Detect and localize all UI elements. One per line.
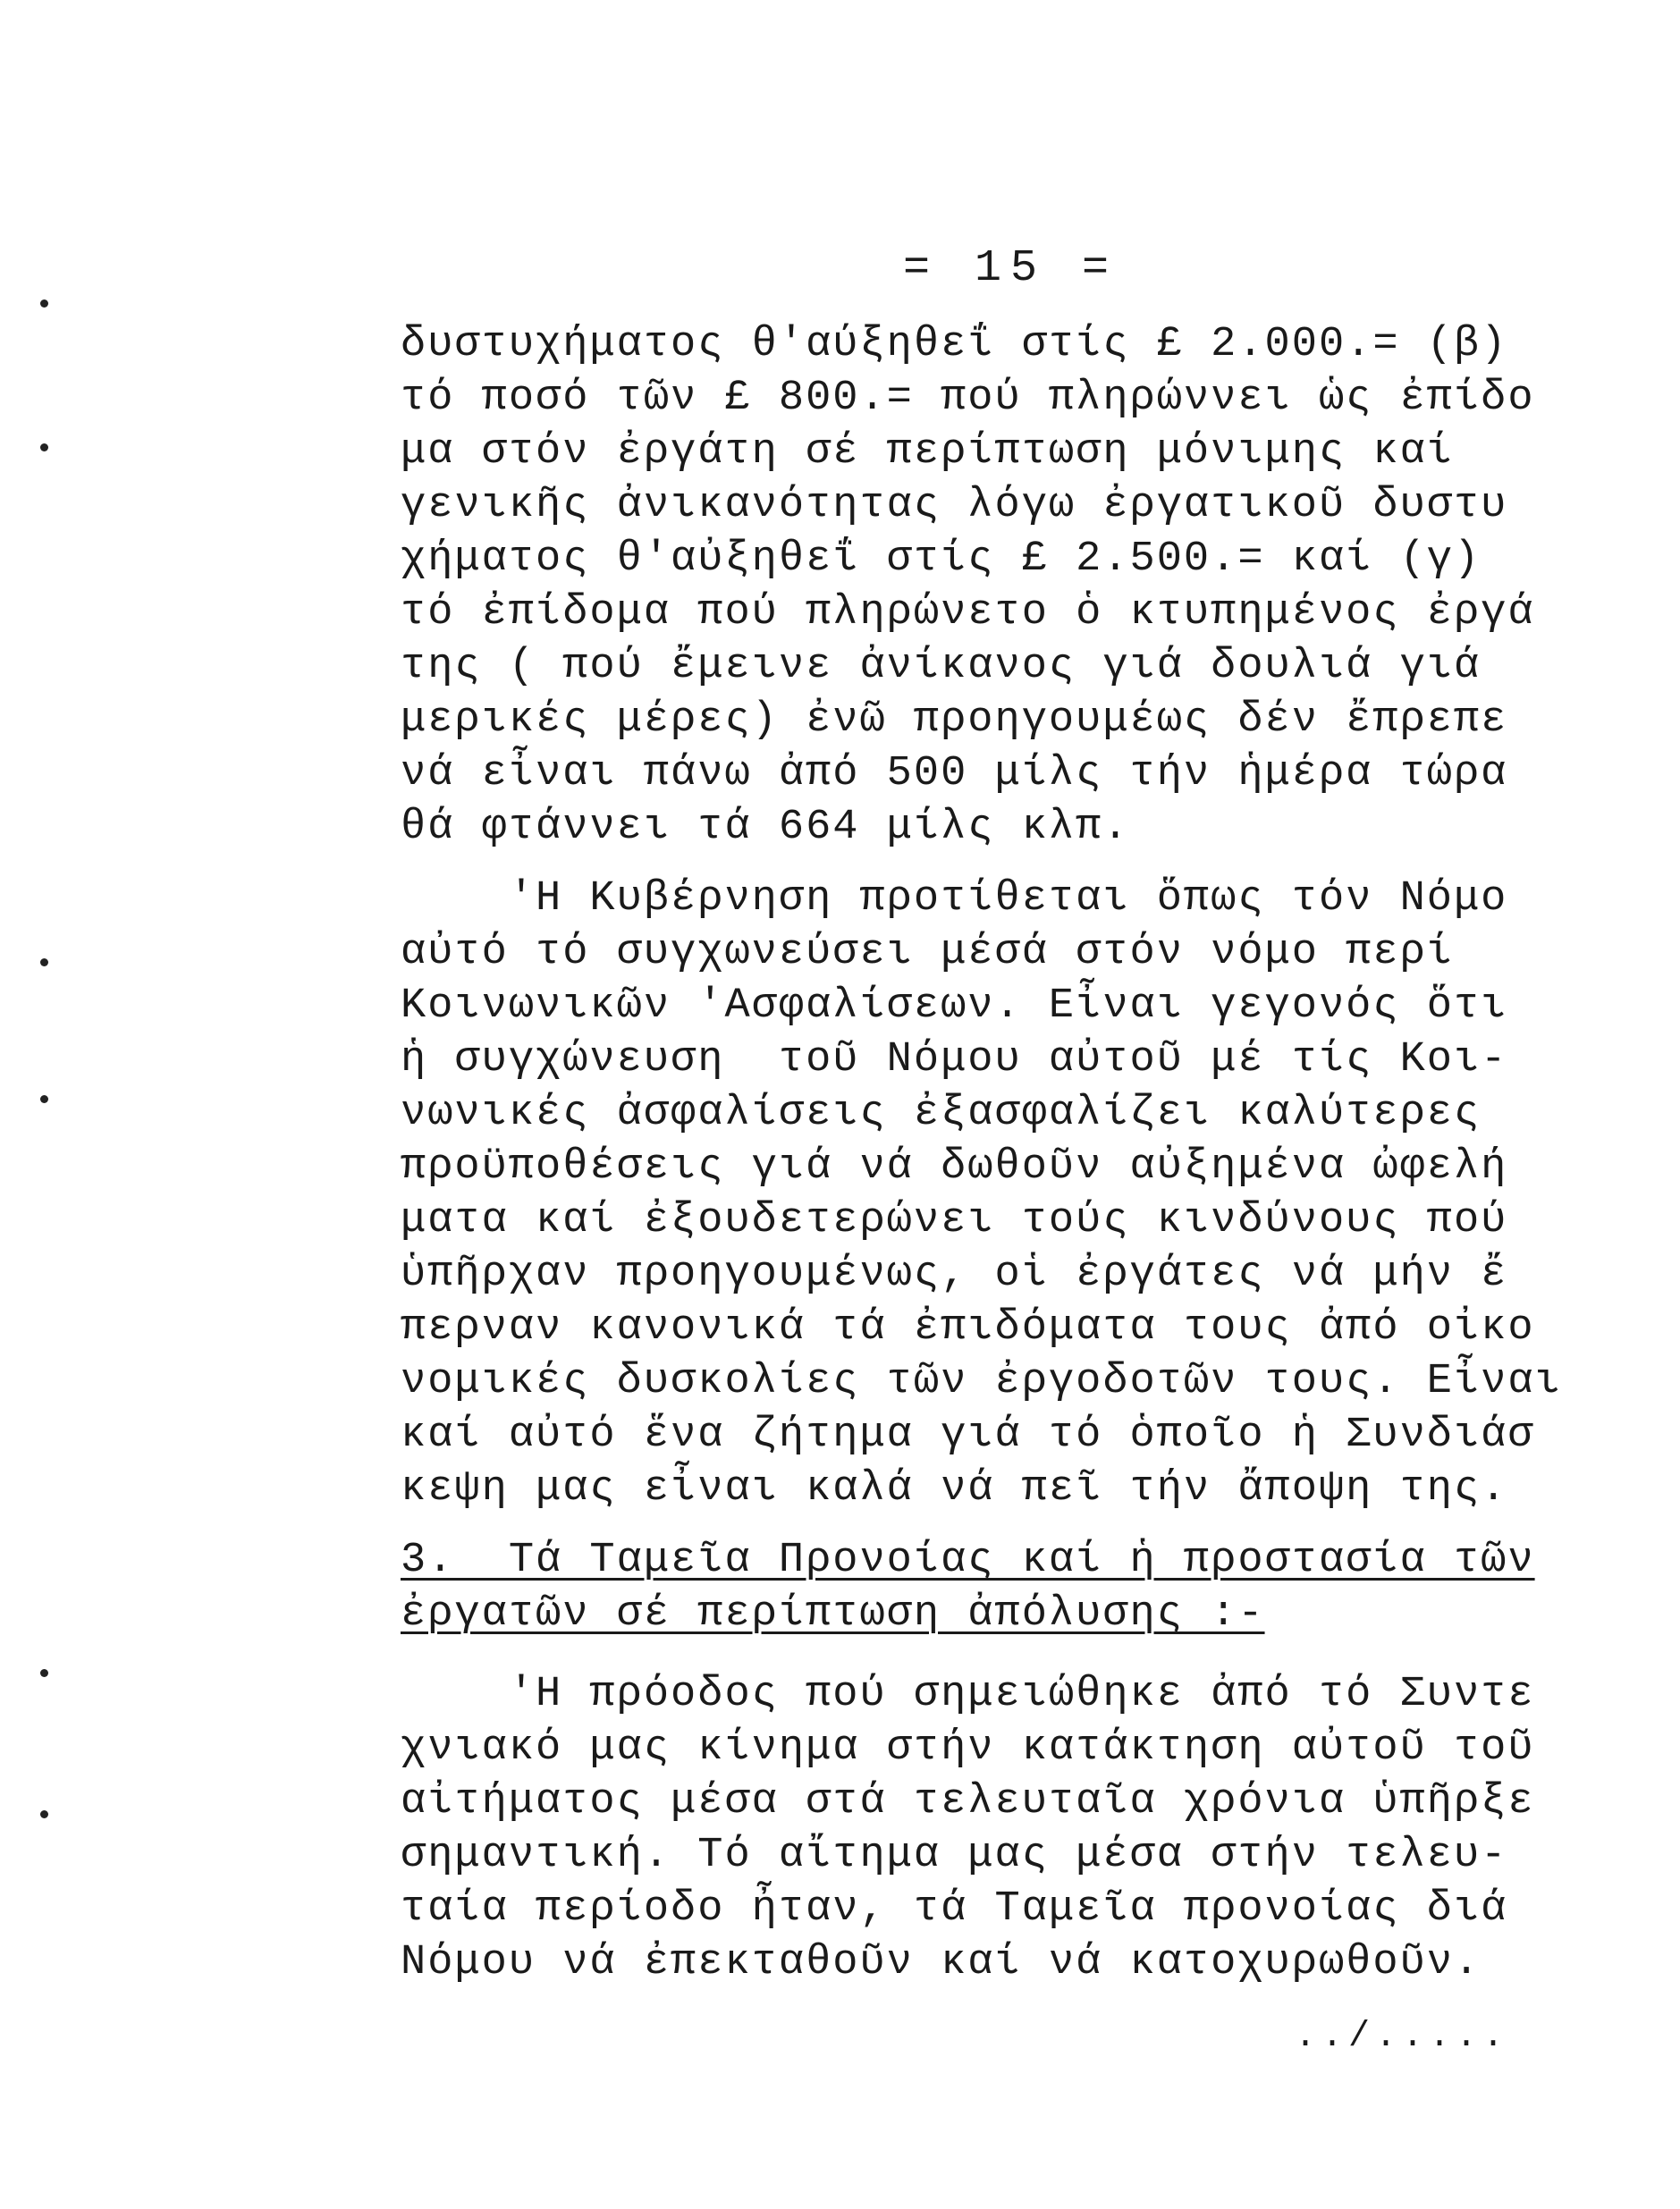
- paragraph-1-line: τό ἐπίδομα πού πληρώνετο ὁ κτυπημένος ἐργά: [401, 589, 1535, 637]
- paragraph-2-line: ματα καί ἐξουδετερώνει τούς κινδύνους πού: [401, 1197, 1508, 1244]
- paragraph-2-line: Κοινωνικῶν 'Ασφαλίσεων. Εἶναι γεγονός ὅτι: [401, 982, 1508, 1030]
- scan-speck: [40, 1810, 48, 1818]
- paragraph-1-line: χήματος θ'αὐξηθεΐ στίς £ 2.500.= καί (γ): [401, 535, 1482, 583]
- paragraph-3-line: 'Η πρόοδος πού σημειώθηκε ἀπό τό Συντε: [401, 1671, 1535, 1718]
- scan-speck: [40, 1095, 48, 1103]
- scan-speck: [40, 443, 48, 451]
- paragraph-1-line: νά εἶναι πάνω ἀπό 500 μίλς τήν ἡμέρα τώρα: [401, 750, 1508, 797]
- paragraph-1-line: τό ποσό τῶν £ 800.= πού πληρώννει ὡς ἐπίδο: [401, 375, 1535, 422]
- paragraph-1-line: μερικές μέρες) ἐνῶ προηγουμέως δέν ἔπρεπε: [401, 696, 1508, 744]
- page-number: = 15 =: [903, 243, 1119, 294]
- paragraph-2-line: νωνικές ἀσφαλίσεις ἐξασφαλίζει καλύτερες: [401, 1090, 1482, 1137]
- paragraph-2-line: νομικές δυσκολίες τῶν ἐργοδοτῶν τους. Εἶναι: [401, 1358, 1562, 1405]
- paragraph-1-line: δυστυχήματος θ'αύξηθεΐ στίς £ 2.000.= (β): [401, 321, 1508, 368]
- paragraph-2-line: 'Η Κυβέρνηση προτίθεται ὅπως τόν Νόμο: [401, 875, 1508, 923]
- paragraph-2-line: κεψη μας εἶναι καλά νά πεῖ τήν ἄποψη της.: [401, 1465, 1508, 1513]
- paragraph-1-line: γενικῆς ἀνικανότητας λόγω ἐργατικοῦ δυστυ: [401, 482, 1508, 529]
- paragraph-2-line: περναν κανονικά τά ἐπιδόματα τους ἀπό οἰκο: [401, 1304, 1535, 1352]
- paragraph-1-line: της ( πού ἔμεινε ἀνίκανος γιά δουλιά γιά: [401, 643, 1482, 690]
- paragraph-3-line: σημαντική. Τό αἴτημα μας μέσα στήν τελευ-: [401, 1832, 1508, 1879]
- paragraph-2-line: ἡ συγχώνευση τοῦ Νόμου αὐτοῦ μέ τίς Κοι-: [401, 1036, 1508, 1083]
- paragraph-1-line: θά φτάννει τά 664 μίλς κλπ.: [401, 804, 1130, 851]
- scan-speck: [40, 299, 48, 308]
- section-heading-line: ἐργατῶν σέ περίπτωση ἀπόλυσης :-: [401, 1590, 1265, 1638]
- paragraph-3-line: ταία περίοδο ἦταν, τά Ταμεῖα προνοίας διά: [401, 1885, 1508, 1933]
- section-heading-line: 3. Τά Ταμεῖα Προνοίας καί ἡ προστασία τῶν: [401, 1537, 1535, 1584]
- paragraph-3-line: αἰτήματος μέσα στά τελευταῖα χρόνια ὑπῆρξε: [401, 1778, 1535, 1825]
- paragraph-3-line: Νόμου νά ἐπεκταθοῦν καί νά κατοχυρωθοῦν.: [401, 1939, 1482, 1986]
- paragraph-2-line: καί αὐτό ἕνα ζήτημα γιά τό ὁποῖο ἡ Συνδιάσ: [401, 1412, 1535, 1459]
- paragraph-2-line: προϋποθέσεις γιά νά δωθοῦν αὐξημένα ὠφελή: [401, 1143, 1508, 1191]
- paragraph-1-line: μα στόν ἐργάτη σέ περίπτωση μόνιμης καί: [401, 428, 1454, 476]
- scan-speck: [40, 958, 48, 966]
- paragraph-2-line: αὐτό τό συγχωνεύσει μέσά στόν νόμο περί: [401, 929, 1454, 976]
- paragraph-3-line: χνιακό μας κίνημα στήν κατάκτηση αὐτοῦ τοῦ: [401, 1724, 1535, 1772]
- continuation-marker: ../.....: [1295, 2017, 1510, 2057]
- scan-speck: [40, 1669, 48, 1677]
- paragraph-2-line: ὑπῆρχαν προηγουμένως, οἱ ἐργάτες νά μήν ἔ: [401, 1251, 1508, 1298]
